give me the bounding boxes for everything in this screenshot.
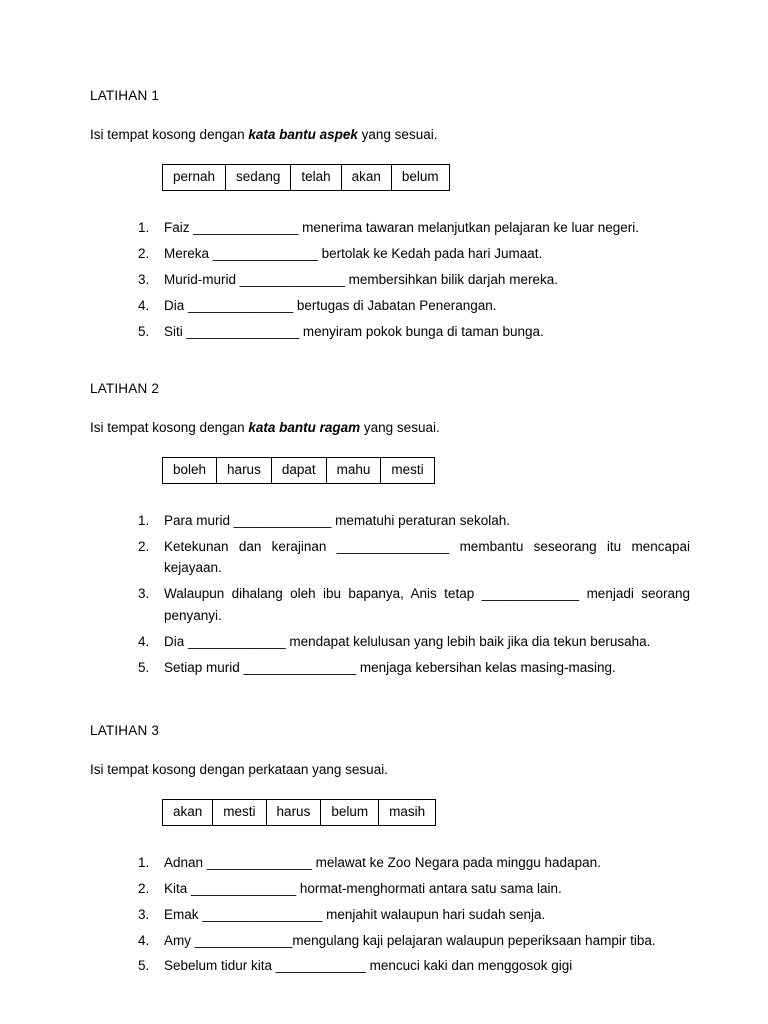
question-item: Sebelum tidur kita ____________ mencuci kaki dan menggosok gigi bbox=[164, 958, 573, 974]
instruction-bold-1: kata bantu aspek bbox=[248, 127, 358, 142]
word-bank-cell: sedang bbox=[226, 165, 291, 191]
question-list-1 bbox=[90, 217, 690, 342]
question-item: Murid-murid ______________ membersihkan bilik darjah mereka. bbox=[164, 271, 558, 287]
word-bank-cell: mahu bbox=[326, 457, 381, 483]
word-bank-row bbox=[163, 457, 435, 483]
instruction-suffix-2: yang sesuai. bbox=[360, 419, 440, 435]
word-bank-2 bbox=[162, 457, 435, 484]
word-bank-cell: telah bbox=[291, 165, 341, 191]
section-spacer bbox=[90, 683, 690, 723]
question-item: Emak ________________ menjahit walaupun hari sudah senja. bbox=[164, 906, 546, 922]
exercise-section-2 bbox=[90, 381, 690, 679]
instruction-prefix-1: Isi tempat kosong dengan bbox=[90, 127, 249, 142]
instruction-prefix-3: Isi tempat kosong dengan perkataan yang sesuai. bbox=[90, 761, 388, 777]
word-bank-cell: boleh bbox=[163, 457, 217, 483]
question-item: Dia ______________ bertugas di Jabatan Penerangan. bbox=[164, 297, 497, 313]
word-bank-cell: mesti bbox=[213, 799, 266, 825]
word-bank-cell: akan bbox=[163, 799, 213, 825]
question-item: Siti _______________ menyiram pokok bunga di taman bunga. bbox=[164, 323, 544, 339]
word-bank-cell: mesti bbox=[381, 457, 434, 483]
word-bank-cell: pernah bbox=[163, 165, 226, 191]
question-item: Kita ______________ hormat-menghormati antara satu sama lain. bbox=[164, 880, 562, 896]
question-item: Dia _____________ mendapat kelulusan yang lebih baik jika dia tekun berusaha. bbox=[164, 634, 651, 650]
section-spacer bbox=[90, 347, 690, 381]
word-bank-row bbox=[163, 799, 436, 825]
question-item: Ketekunan dan kerajinan _______________ membantu seseorang itu mencapai kejayaan. bbox=[164, 538, 690, 576]
word-bank-cell: dapat bbox=[271, 457, 326, 483]
question-list-2 bbox=[90, 510, 690, 679]
section-title-3: LATIHAN 3 bbox=[90, 722, 160, 738]
word-bank-cell: harus bbox=[266, 799, 321, 825]
question-item: Faiz ______________ menerima tawaran melanjutkan pelajaran ke luar negeri. bbox=[164, 220, 640, 236]
section-title-2: LATIHAN 2 bbox=[90, 380, 160, 396]
section-title-1: LATIHAN 1 bbox=[90, 88, 160, 103]
question-list-3 bbox=[90, 852, 690, 977]
instruction-prefix-2: Isi tempat kosong dengan bbox=[90, 419, 249, 435]
exercise-section-3 bbox=[90, 723, 690, 978]
section-instruction-2 bbox=[90, 420, 690, 435]
word-bank-row bbox=[163, 165, 450, 191]
word-bank-cell: harus bbox=[217, 457, 272, 483]
question-item: Setiap murid _______________ menjaga kebersihan kelas masing-masing. bbox=[164, 659, 616, 675]
instruction-bold-2: kata bantu ragam bbox=[248, 419, 361, 435]
question-item: Para murid _____________ mematuhi peraturan sekolah. bbox=[164, 512, 510, 528]
word-bank-1 bbox=[162, 164, 450, 191]
question-item: Amy _____________mengulang kaji pelajaran walaupun peperiksaan hampir tiba. bbox=[164, 932, 656, 948]
word-bank-cell: belum bbox=[321, 799, 379, 825]
document-content bbox=[90, 88, 690, 981]
section-instruction-1 bbox=[90, 127, 690, 142]
word-bank-cell: masih bbox=[379, 799, 436, 825]
exercise-section-1 bbox=[90, 88, 690, 343]
instruction-suffix-1: yang sesuai. bbox=[357, 127, 438, 142]
word-bank-cell: belum bbox=[391, 165, 449, 191]
section-instruction-3 bbox=[90, 762, 690, 777]
word-bank-cell: akan bbox=[341, 165, 391, 191]
word-bank-3 bbox=[162, 799, 436, 826]
question-item: Walaupun dihalang oleh ibu bapanya, Anis tetap _____________ menjadi seorang penyanyi. bbox=[164, 586, 690, 624]
question-item: Mereka ______________ bertolak ke Kedah pada hari Jumaat. bbox=[164, 246, 543, 262]
question-item: Adnan ______________ melawat ke Zoo Negara pada minggu hadapan. bbox=[164, 854, 601, 870]
